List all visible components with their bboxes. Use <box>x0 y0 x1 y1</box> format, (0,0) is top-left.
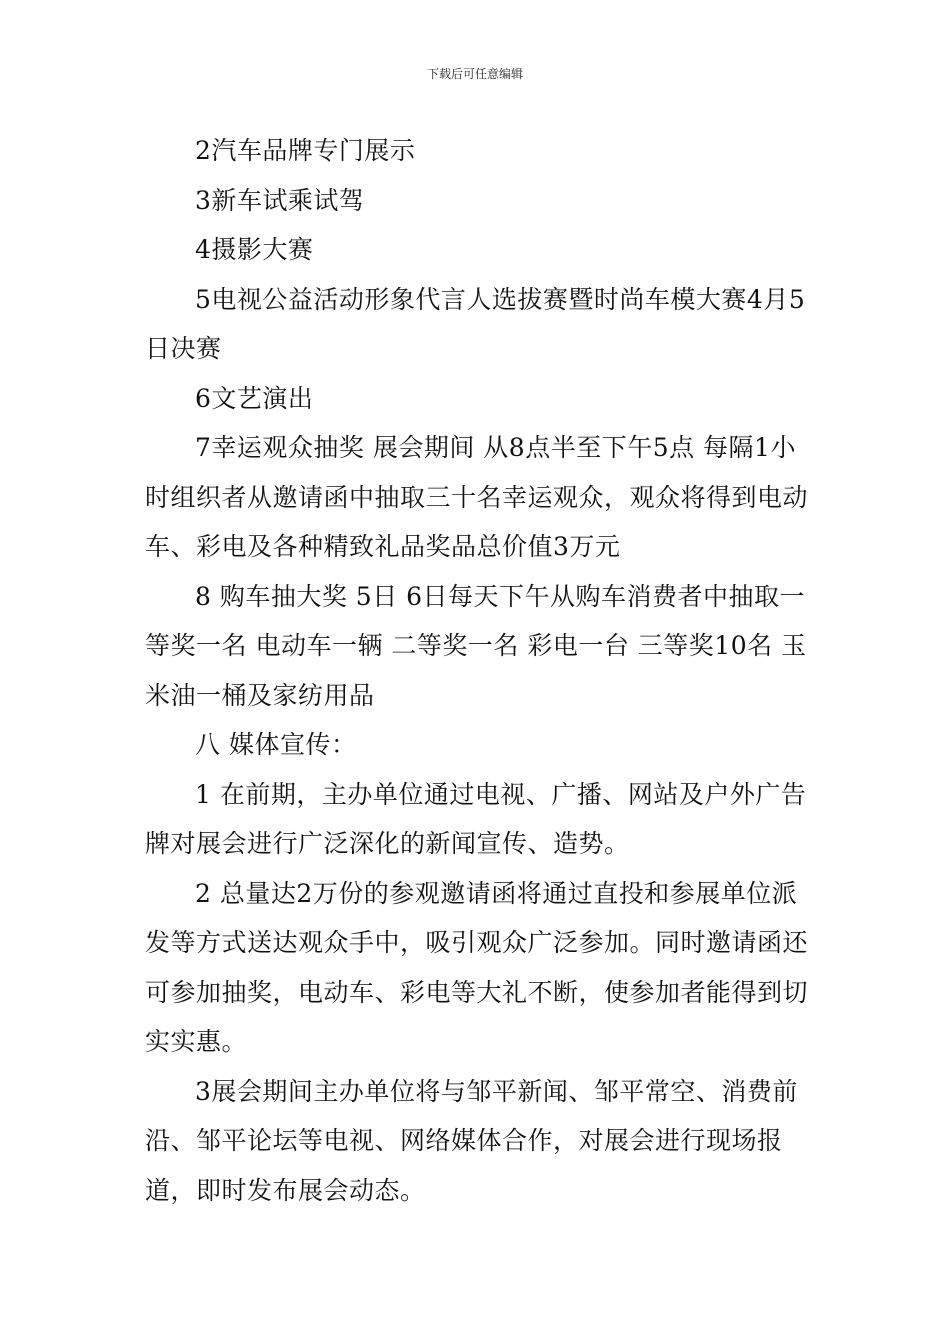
page-header: 下载后可任意编辑 <box>426 67 523 81</box>
section-heading-media: 八 媒体宣传： <box>195 730 357 759</box>
item-test-drive: 3新车试乘试驾 <box>195 185 365 215</box>
item-performance: 6文艺演出 <box>195 383 314 413</box>
document-body <box>145 126 810 1215</box>
item-spokesperson-contest: 5电视公益活动形象代言人选拔赛暨时尚车模大赛4月5日决赛 <box>145 284 806 363</box>
media-item-1: 1 在前期，主办单位通过电视、广播、网站及户外广告牌对展会进行广泛深化的新闻宣传、造势。 <box>145 779 807 858</box>
item-audience-lottery: 7幸运观众抽奖 展会期间 从8点半至下午5点 每隔1小时组织者从邀请函中抽取三十名幸运观众，观众将得到电动车、彩电及各种精致礼品奖品总价值3万元 <box>145 433 809 561</box>
item-brand-display: 2汽车品牌专门展示 <box>195 136 416 165</box>
media-item-2: 2 总量达2万份的参观邀请函将通过直投和参展单位派发等方式送达观众手中，吸引观众广泛参加。同时邀请函还可参加抽奖，电动车、彩电等大礼不断，使参加者能得到切实实惠。 <box>145 878 809 1056</box>
media-item-3: 3展会期间主办单位将与邹平新闻、邹平常空、消费前沿、邹平论坛等电视、网络媒体合作，对展会进行现场报道，即时发布展会动态。 <box>145 1076 798 1205</box>
item-purchase-lottery: 8 购车抽大奖 5日 6日每天下午从购车消费者中抽取一等奖一名 电动车一辆 二等奖一名 彩电一台 三等奖10名 玉米油一桶及家纺用品 <box>145 581 807 710</box>
item-photo-contest: 4摄影大赛 <box>195 235 314 264</box>
